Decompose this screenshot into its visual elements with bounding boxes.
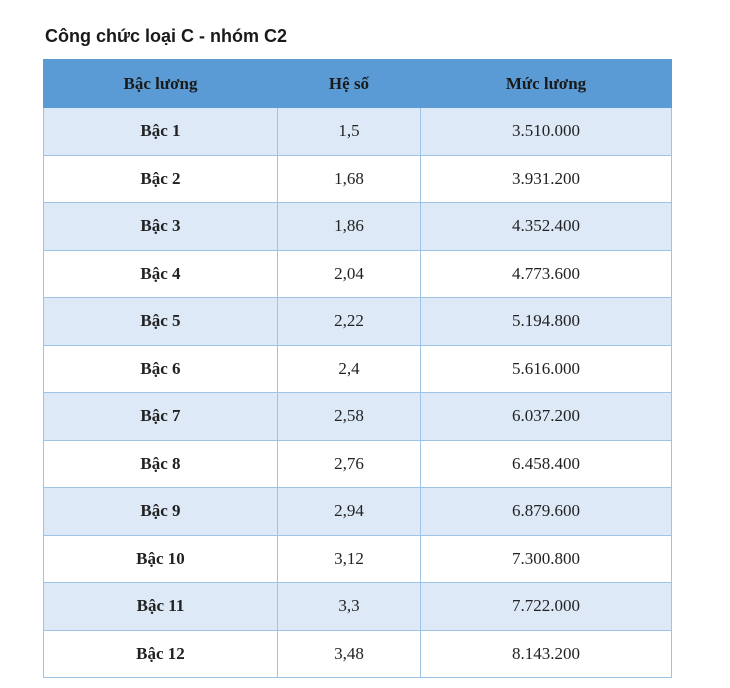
salary-cell: 6.458.400 — [421, 440, 672, 488]
level-cell: Bậc 6 — [44, 345, 278, 393]
level-cell: Bậc 8 — [44, 440, 278, 488]
coefficient-cell: 1,68 — [278, 155, 421, 203]
level-cell: Bậc 4 — [44, 250, 278, 298]
coefficient-cell: 3,3 — [278, 583, 421, 631]
column-header-coefficient: Hệ số — [278, 60, 421, 108]
column-header-salary: Mức lương — [421, 60, 672, 108]
coefficient-cell: 2,4 — [278, 345, 421, 393]
level-cell: Bậc 5 — [44, 298, 278, 346]
table-row — [44, 535, 672, 583]
salary-cell: 4.773.600 — [421, 250, 672, 298]
column-header-level: Bậc lương — [44, 60, 278, 108]
level-cell: Bậc 12 — [44, 630, 278, 678]
table-row — [44, 440, 672, 488]
table-row — [44, 298, 672, 346]
salary-cell: 3.931.200 — [421, 155, 672, 203]
level-cell: Bậc 10 — [44, 535, 278, 583]
salary-table — [43, 59, 672, 678]
coefficient-cell: 2,04 — [278, 250, 421, 298]
level-cell: Bậc 3 — [44, 203, 278, 251]
coefficient-cell: 2,76 — [278, 440, 421, 488]
table-row — [44, 203, 672, 251]
table-row — [44, 630, 672, 678]
coefficient-cell: 2,94 — [278, 488, 421, 536]
salary-cell: 7.300.800 — [421, 535, 672, 583]
salary-cell: 6.037.200 — [421, 393, 672, 441]
salary-cell: 8.143.200 — [421, 630, 672, 678]
level-cell: Bậc 11 — [44, 583, 278, 631]
level-cell: Bậc 7 — [44, 393, 278, 441]
salary-cell: 4.352.400 — [421, 203, 672, 251]
salary-cell: 6.879.600 — [421, 488, 672, 536]
level-cell: Bậc 2 — [44, 155, 278, 203]
table-row — [44, 108, 672, 156]
coefficient-cell: 3,12 — [278, 535, 421, 583]
salary-cell: 5.616.000 — [421, 345, 672, 393]
table-row — [44, 155, 672, 203]
coefficient-cell: 1,86 — [278, 203, 421, 251]
salary-cell: 5.194.800 — [421, 298, 672, 346]
coefficient-cell: 2,58 — [278, 393, 421, 441]
table-row — [44, 393, 672, 441]
table-row — [44, 488, 672, 536]
table-row — [44, 250, 672, 298]
table-header-row — [44, 60, 672, 108]
table-row — [44, 345, 672, 393]
salary-cell: 3.510.000 — [421, 108, 672, 156]
salary-cell: 7.722.000 — [421, 583, 672, 631]
level-cell: Bậc 1 — [44, 108, 278, 156]
table-row — [44, 583, 672, 631]
page-title: Công chức loại C - nhóm C2 — [45, 26, 288, 46]
coefficient-cell: 2,22 — [278, 298, 421, 346]
coefficient-cell: 1,5 — [278, 108, 421, 156]
coefficient-cell: 3,48 — [278, 630, 421, 678]
level-cell: Bậc 9 — [44, 488, 278, 536]
